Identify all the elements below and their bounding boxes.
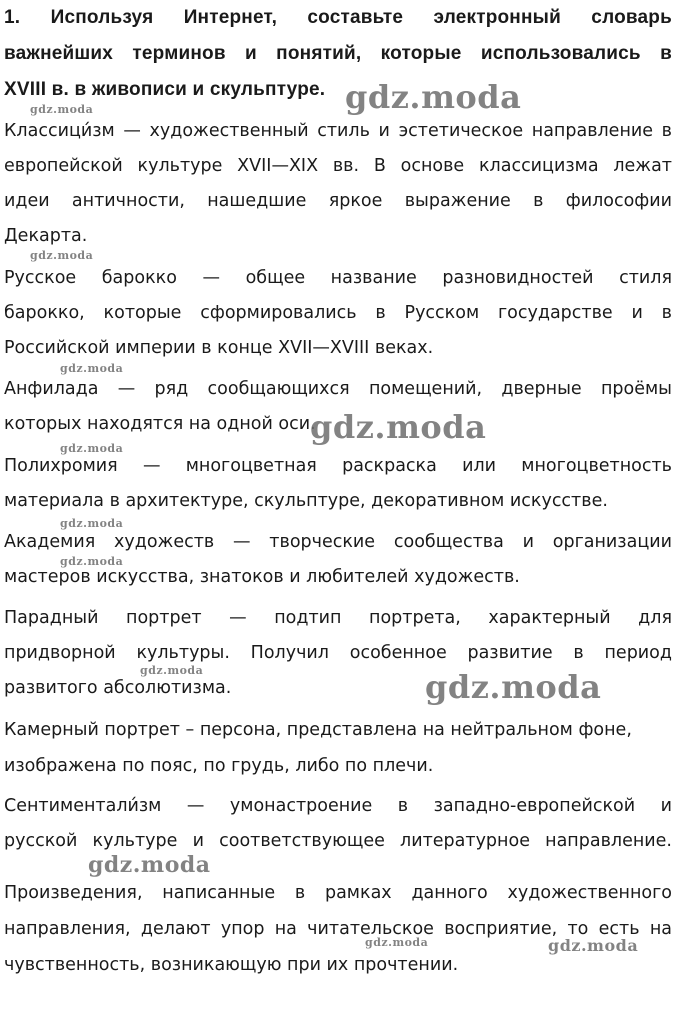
task-heading-line-3: XVIII в. в живописи и скульптуре. [4,79,326,100]
watermark-logo: gdz.moda [310,408,487,446]
entry-classicism-line-4: Декарта. [4,226,88,246]
watermark-logo: gdz.moda [60,362,124,375]
watermark-logo: gdz.moda [88,852,211,878]
entry-sentimentalism-works-line-1: Произведения, написанные в рамках данного художественного [4,883,672,903]
entry-ceremonial-portrait-line-1: Парадный портрет — подтип портрета, характерный для [4,608,672,628]
entry-chamber-portrait-line-2: изображена по пояс, по грудь, либо по плечи. [4,756,434,776]
task-heading-line-2: важнейших терминов и понятий, которые использовались в [4,43,672,64]
entry-russian-baroque-line-3: Российской империи в конце XVII—XVIII веках. [4,338,434,358]
entry-sentimentalism-line-1: Сентиментали́зм — умонастроение в западно-европейской и [4,796,672,816]
watermark-logo: gdz.moda [345,78,522,116]
entry-enfilade-line-1: Анфилада — ряд сообщающихся помещений, дверные проёмы [4,379,672,399]
entry-polychromy-line-1: Полихромия — многоцветная раскраска или многоцветность [4,456,672,476]
watermark-logo: gdz.moda [30,249,94,262]
entry-sentimentalism-line-2: русской культуре и соответствующее литературное направление. [4,831,672,851]
watermark-logo: gdz.moda [30,103,94,116]
watermark-logo: gdz.moda [140,664,204,677]
entry-sentimentalism-works-line-3: чувственность, возникающую при их прочтении. [4,955,459,975]
entry-academy-line-1: Академия художеств — творческие сообщества и организации [4,532,672,552]
entry-ceremonial-portrait-line-2: придворной культуры. Получил особенное развитие в период [4,643,672,663]
entry-classicism-line-1: Классици́зм — художественный стиль и эстетическое направление в [4,121,672,141]
entry-academy-line-2: мастеров искусства, знатоков и любителей художеств. [4,567,520,587]
entry-ceremonial-portrait-line-3: развитого абсолютизма. [4,678,232,698]
watermark-logo: gdz.moda [60,442,124,455]
watermark-logo: gdz.moda [365,936,429,949]
entry-sentimentalism-works-line-2: направления, делают упор на читательское восприятие, то есть на [4,919,672,939]
watermark-logo: gdz.moda [60,517,124,530]
entry-chamber-portrait-line-1: Камерный портрет – персона, представлена на нейтральном фоне, [4,720,632,740]
watermark-logo: gdz.moda [548,936,639,955]
entry-russian-baroque-line-1: Русское барокко — общее название разновидностей стиля [4,268,672,288]
watermark-logo: gdz.moda [60,555,124,568]
entry-russian-baroque-line-2: барокко, которые сформировались в Русском государстве и в [4,303,672,323]
entry-enfilade-line-2: которых находятся на одной оси. [4,414,316,434]
entry-classicism-line-2: европейской культуре XVII—XIX вв. В основе классицизма лежат [4,156,672,176]
task-heading-line-1: 1. Используя Интернет, составьте электронный словарь [4,7,672,28]
entry-polychromy-line-2: материала в архитектуре, скульптуре, декоративном искусстве. [4,491,608,511]
watermark-logo: gdz.moda [425,668,602,706]
entry-classicism-line-3: идеи античности, нашедшие яркое выражение в философии [4,191,672,211]
